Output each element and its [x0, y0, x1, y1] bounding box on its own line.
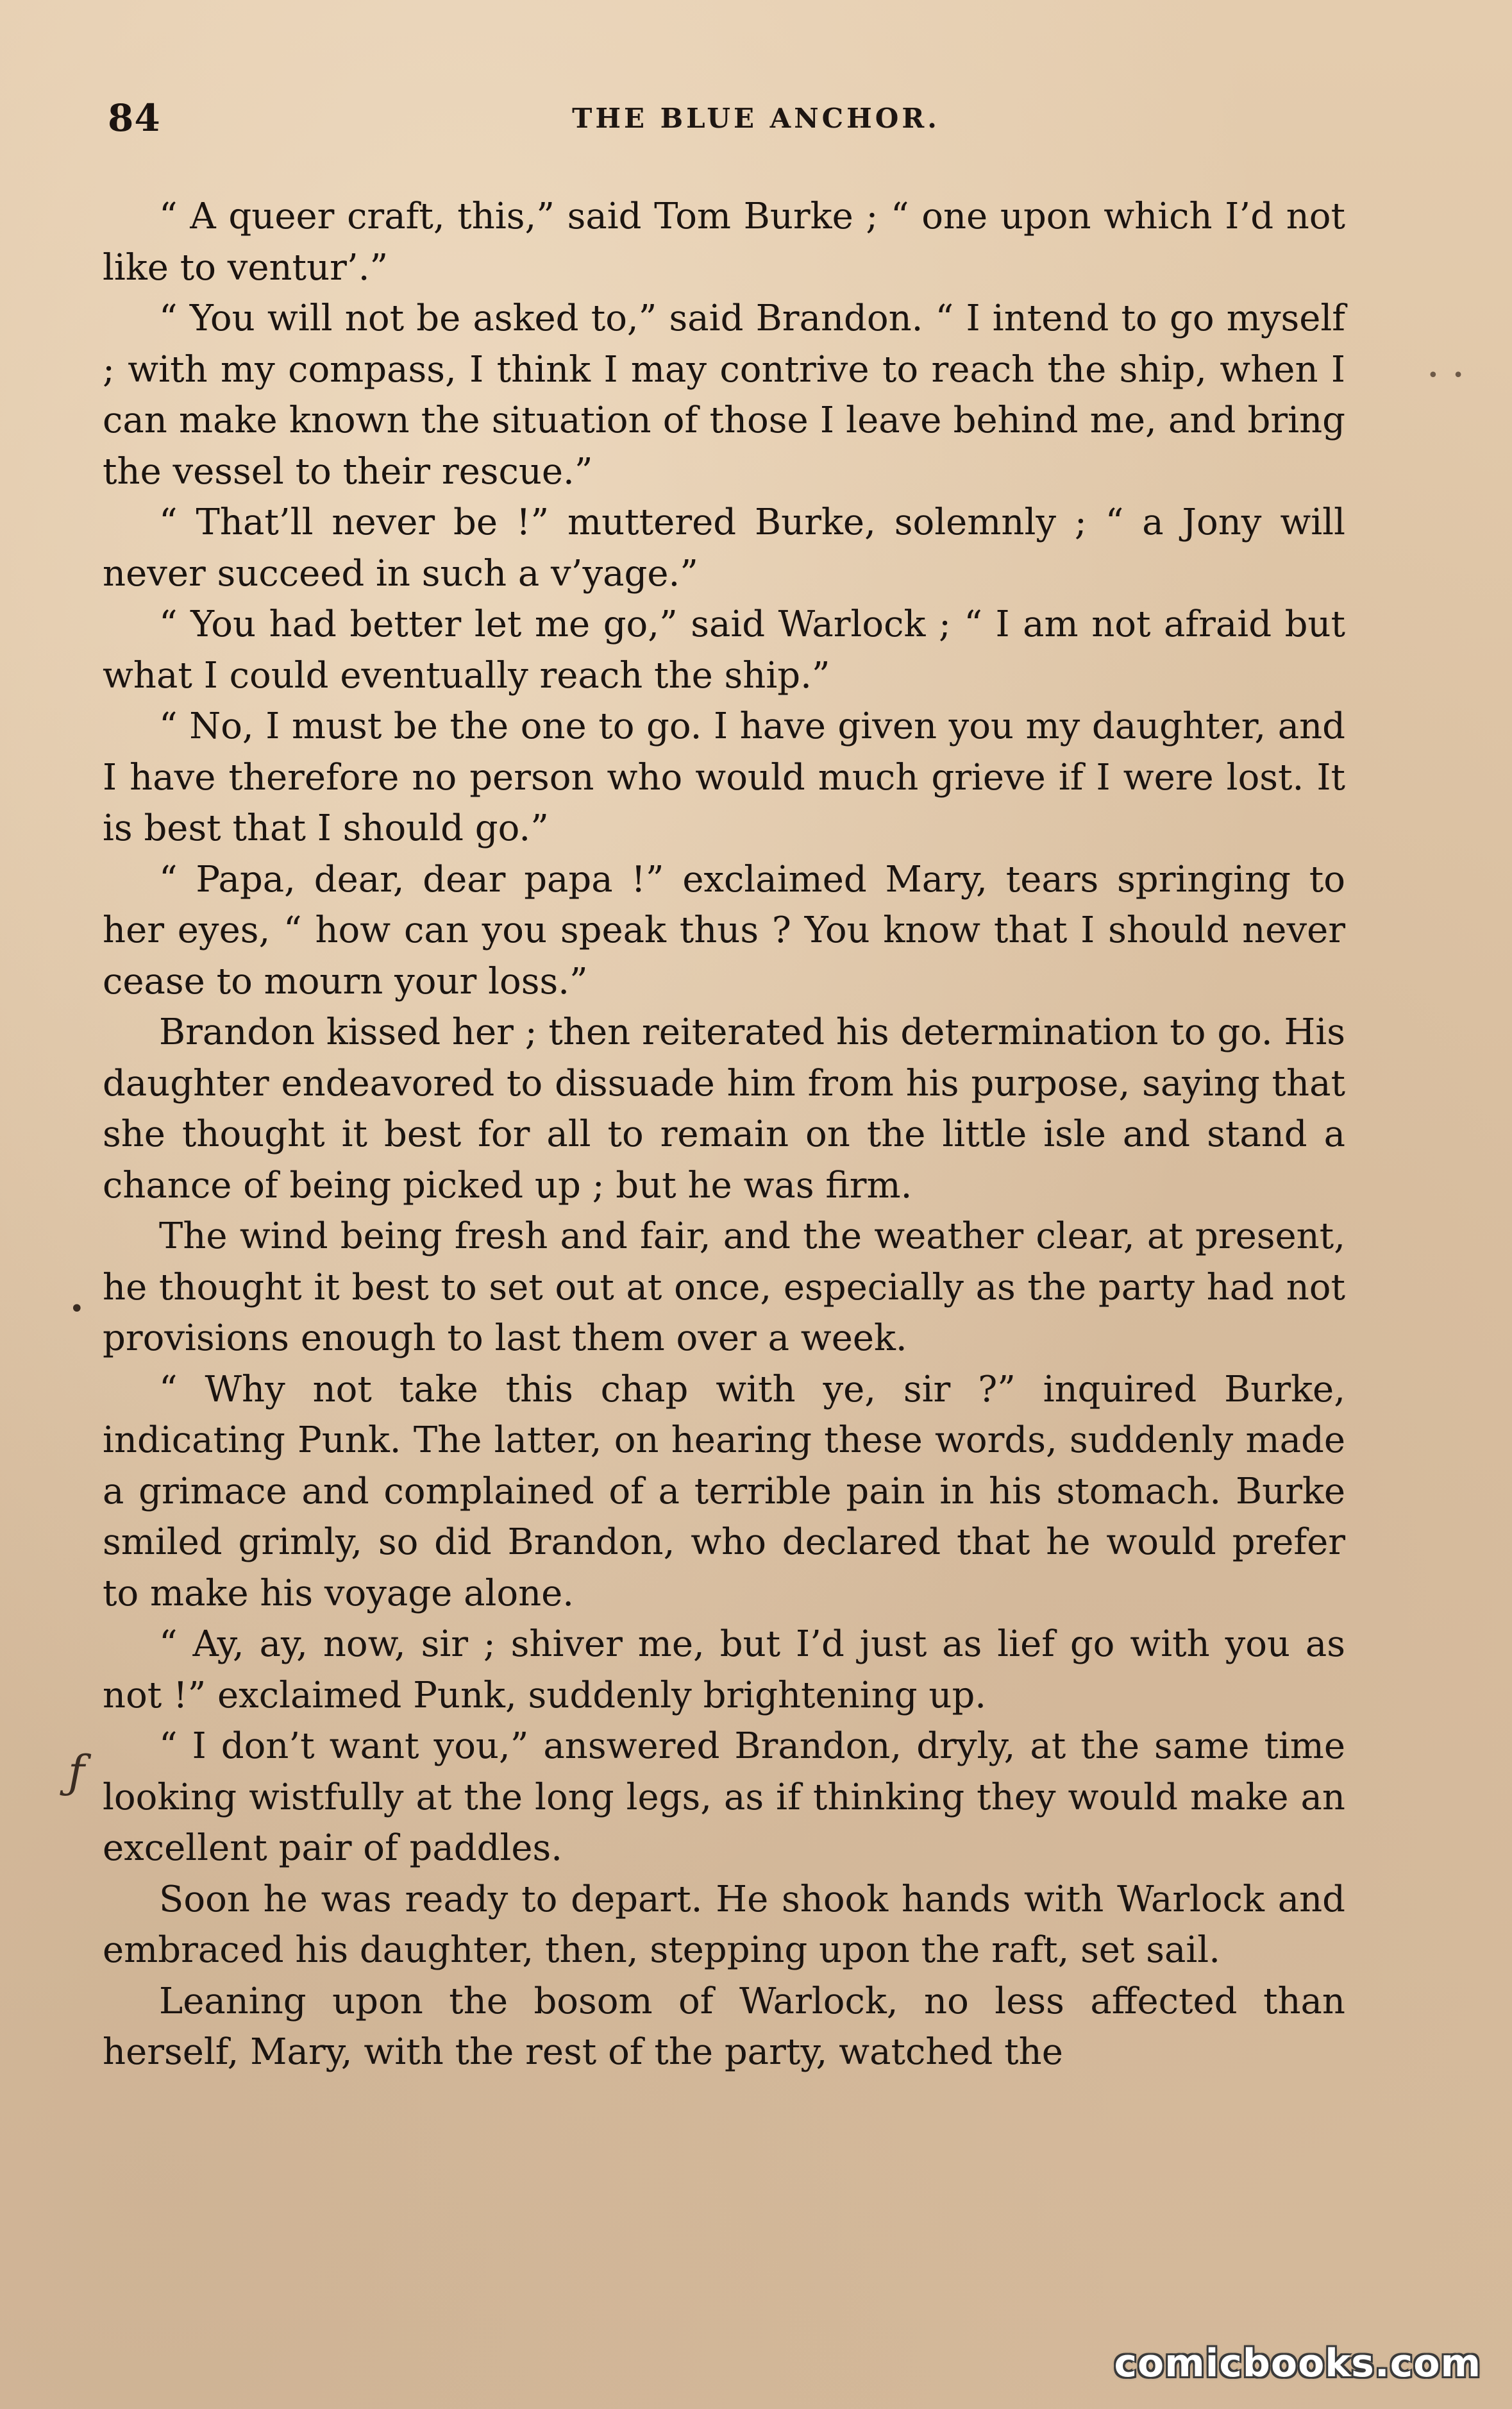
paragraph: Brandon kissed her ; then reiterated his determination to go. His daughter endeavored to dissuade him from his purpose, saying that she thought it best for all to remain on the little isle and stand a chance of being picked up ; but he was firm.	[103, 1011, 1345, 1206]
paragraph: “ You will not be asked to,” said Brandon. “ I intend to go myself ; with my compass, I think I may contrive to reach the ship, when I can make known the situation of those I leave behind me, and bring the vessel to their rescue.”	[103, 298, 1345, 493]
paragraph: “ A queer craft, this,” said Tom Burke ; “ one upon which I’d not like to ventur’.”	[103, 196, 1345, 289]
body-text	[103, 191, 1345, 2078]
page-number: 84	[108, 96, 161, 140]
margin-dots: • •	[1427, 364, 1468, 387]
running-head: THE BLUE ANCHOR.	[572, 103, 940, 134]
paragraph: “ Papa, dear, dear papa !” exclaimed Mary, tears springing to her eyes, “ how can you speak thus ? You know that I should never cease to mourn your loss.”	[103, 858, 1345, 1002]
paragraph: “ Why not take this chap with ye, sir ?” inquired Burke, indicating Punk. The latter, on hearing these words, suddenly made a grimace and complained of a terrible pain in his stomach. Burke smiled grimly, so did Brandon, who declared that he would prefer to make his voyage alone.	[103, 1368, 1345, 1614]
paragraph: “ Ay, ay, now, sir ; shiver me, but I’d just as lief go with you as not !” exclaimed Punk, suddenly brightening up.	[103, 1623, 1345, 1716]
paragraph: “ That’ll never be !” muttered Burke, solemnly ; “ a Jony will never succeed in such a v’yage.”	[103, 502, 1345, 595]
paragraph: Leaning upon the bosom of Warlock, no less affected than herself, Mary, with the rest of the party, watched the	[103, 1980, 1345, 2073]
paragraph: “ You had better let me go,” said Warlock ; “ I am not afraid but what I could eventually reach the ship.”	[103, 604, 1345, 697]
paragraph: “ No, I must be the one to go. I have given you my daughter, and I have therefore no person who would much grieve if I were lost. It is best that I should go.”	[103, 706, 1345, 849]
paragraph: The wind being fresh and fair, and the weather clear, at present, he thought it best to set out at once, especially as the party had not provisions enough to last them over a week.	[103, 1215, 1345, 1359]
watermark: comicbooks.com	[1114, 2341, 1481, 2386]
margin-mark: ƒ	[68, 1746, 85, 1798]
margin-mark: •	[69, 1294, 85, 1324]
paragraph: “ I don’t want you,” answered Brandon, dryly, at the same time looking wistfully at the long legs, as if thinking they would make an excellent pair of paddles.	[103, 1725, 1345, 1869]
paragraph: Soon he was ready to depart. He shook hands with Warlock and embraced his daughter, then, stepping upon the raft, set sail.	[103, 1878, 1345, 1971]
